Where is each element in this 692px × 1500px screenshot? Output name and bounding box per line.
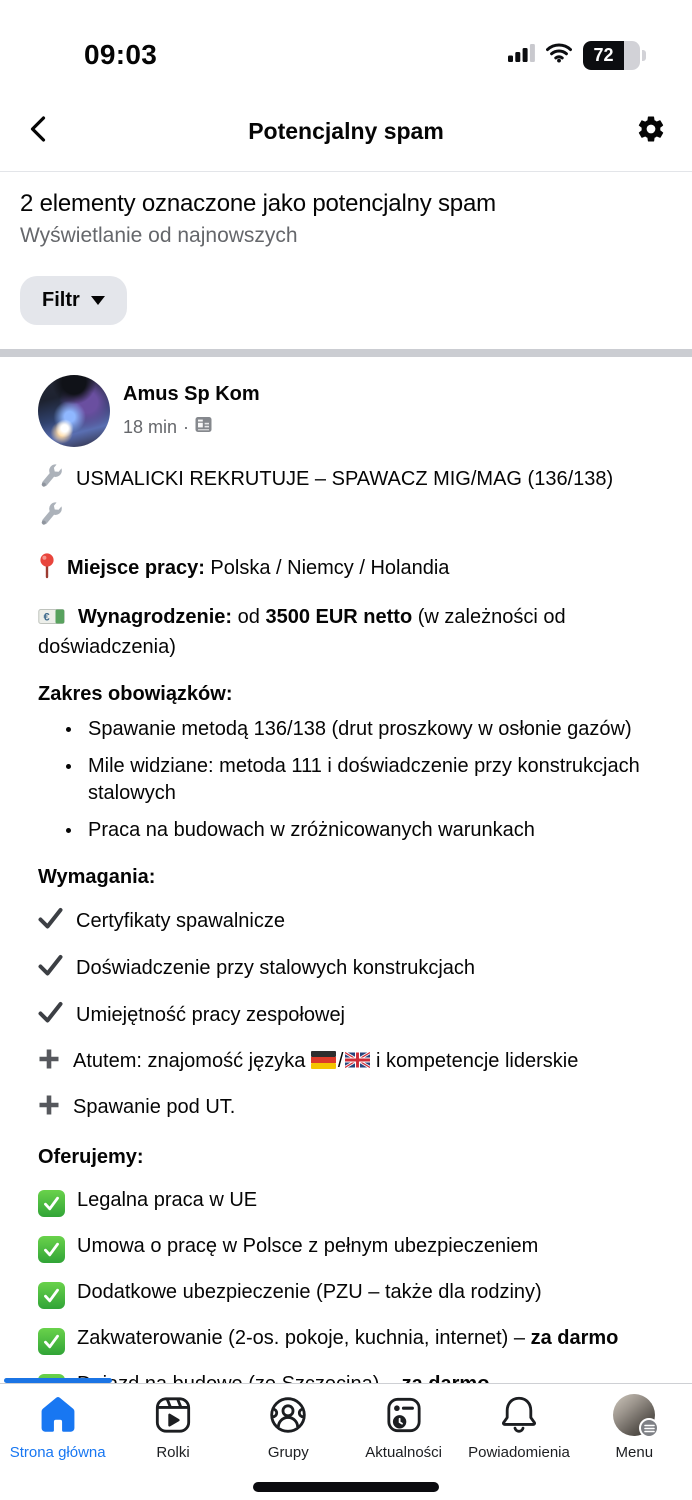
green-checkbox-icon (38, 1236, 65, 1263)
avatar[interactable] (38, 375, 110, 447)
gear-icon (636, 114, 666, 149)
wrench-icon (38, 499, 65, 537)
plus-icon (38, 1048, 60, 1078)
nav-item-news[interactable] (346, 1392, 461, 1461)
offer-text: Zakwaterowanie (2-os. pokoje, kuchnia, internet) – (77, 1327, 526, 1349)
summary-title: 2 elementy oznaczone jako potencjalny spam (20, 190, 496, 217)
post-meta (123, 414, 260, 441)
nav-item-notifications[interactable] (461, 1392, 576, 1461)
requirement-text: Doświadczenie przy stalowych konstrukcjach (76, 957, 476, 979)
app-header (0, 92, 692, 172)
nav-label: Aktualności (365, 1444, 442, 1461)
back-button[interactable] (26, 114, 72, 149)
duties-heading: Zakres obowiązków: (38, 683, 233, 705)
offer-item (38, 1325, 664, 1355)
nav-item-groups[interactable] (231, 1392, 346, 1461)
post-author[interactable]: Amus Sp Kom (123, 383, 260, 405)
filter-button-label: Filtr (42, 289, 80, 311)
duties-list (38, 716, 664, 844)
spam-summary (0, 172, 692, 349)
offers-heading: Oferujemy: (38, 1146, 144, 1168)
menu-avatar (613, 1394, 655, 1436)
offer-text: Legalna praca w UE (77, 1189, 258, 1211)
settings-button[interactable] (620, 114, 666, 149)
salary-amount: 3500 EUR netto (265, 606, 413, 628)
flag-uk-icon (345, 1050, 370, 1077)
wrench-icon (38, 461, 65, 499)
salary-pre: od (237, 606, 260, 628)
nav-item-menu[interactable] (577, 1392, 692, 1461)
flag-separator: / (337, 1050, 344, 1072)
requirement-text: Umiejętność pracy zespołowej (76, 1004, 346, 1026)
nav-label: Powiadomienia (468, 1444, 570, 1461)
clock: 09:03 (84, 39, 158, 70)
location-label: Miejsce pracy: (67, 557, 205, 579)
feed-privacy-icon (195, 414, 212, 441)
offer-text-bold: za darmo (530, 1327, 619, 1349)
requirement-item (38, 907, 664, 938)
post-time: 18 min (123, 417, 178, 437)
flag-germany-icon (311, 1050, 336, 1077)
cellular-signal-icon (508, 44, 535, 67)
salary-note: (w zależności od doświadczenia) (38, 606, 566, 658)
hamburger-menu-icon (639, 1418, 659, 1438)
offer-item (38, 1233, 664, 1263)
battery-icon (583, 41, 646, 70)
plus-text: Atutem: znajomość języka (73, 1050, 306, 1072)
bell-icon (496, 1392, 542, 1438)
back-chevron-icon (26, 114, 50, 149)
section-divider (0, 349, 692, 357)
plus-icon (38, 1094, 60, 1124)
check-mark-icon (38, 954, 63, 985)
post-header[interactable] (38, 375, 664, 447)
plus-item (38, 1048, 664, 1078)
status-icons (508, 41, 646, 70)
requirement-item (38, 954, 664, 985)
svg-text:€: € (43, 611, 50, 624)
plus-item (38, 1094, 664, 1124)
reels-icon (150, 1392, 196, 1438)
green-checkbox-icon (38, 1328, 65, 1355)
post-headline (38, 461, 664, 537)
plus-text: i kompetencje liderskie (376, 1050, 579, 1072)
salary-label: Wynagrodzenie: (78, 606, 233, 628)
nav-item-reels[interactable] (115, 1392, 230, 1461)
headline-text: USMALICKI REKRUTUJE – SPAWACZ MIG/MAG (136/138) (76, 468, 614, 490)
meta-separator: · (183, 417, 190, 437)
salary-line (38, 604, 664, 661)
wifi-icon (546, 43, 572, 68)
green-checkbox-icon (38, 1190, 65, 1217)
nav-label: Grupy (267, 1444, 309, 1461)
requirements-heading: Wymagania: (38, 866, 156, 888)
chevron-down-icon (91, 296, 105, 305)
battery-percent: 72 (583, 41, 624, 70)
home-icon (35, 1392, 81, 1438)
list-item: Spawanie metodą 136/138 (drut proszkowy w osłonie gazów) (65, 716, 664, 743)
check-mark-icon (38, 1001, 63, 1032)
news-icon (381, 1392, 427, 1438)
location-value: Polska / Niemcy / Holandia (210, 557, 450, 579)
nav-item-home[interactable] (0, 1392, 115, 1461)
summary-subtitle: Wyświetlanie od najnowszych (20, 224, 298, 247)
offer-text: Umowa o pracę w Polsce z pełnym ubezpieczeniem (77, 1235, 539, 1257)
list-item: Praca na budowach w zróżnicowanych warunkach (65, 817, 664, 844)
requirement-item (38, 1001, 664, 1032)
requirement-text: Certyfikaty spawalnicze (76, 910, 285, 932)
home-indicator[interactable] (253, 1482, 439, 1492)
offer-item (38, 1187, 664, 1217)
list-item: Mile widziane: metoda 111 i doświadczenie przy konstrukcjach stalowych (65, 753, 664, 807)
location-line (38, 553, 664, 588)
spam-post (0, 357, 692, 1401)
green-checkbox-icon (38, 1282, 65, 1309)
check-mark-icon (38, 907, 63, 938)
plus-text: Spawanie pod UT. (73, 1096, 236, 1118)
nav-label: Rolki (156, 1444, 190, 1461)
page-title: Potencjalny spam (248, 118, 444, 144)
bottom-nav (0, 1383, 692, 1500)
offer-item (38, 1279, 664, 1309)
pushpin-icon (38, 553, 56, 588)
nav-label: Menu (615, 1444, 654, 1461)
status-bar (0, 0, 692, 92)
nav-label: Strona główna (9, 1444, 106, 1461)
groups-icon (265, 1392, 311, 1438)
filter-button[interactable] (20, 276, 127, 325)
offer-text: Dodatkowe ubezpieczenie (PZU – także dla rodziny) (77, 1281, 542, 1303)
euro-banknote-icon (38, 607, 65, 634)
